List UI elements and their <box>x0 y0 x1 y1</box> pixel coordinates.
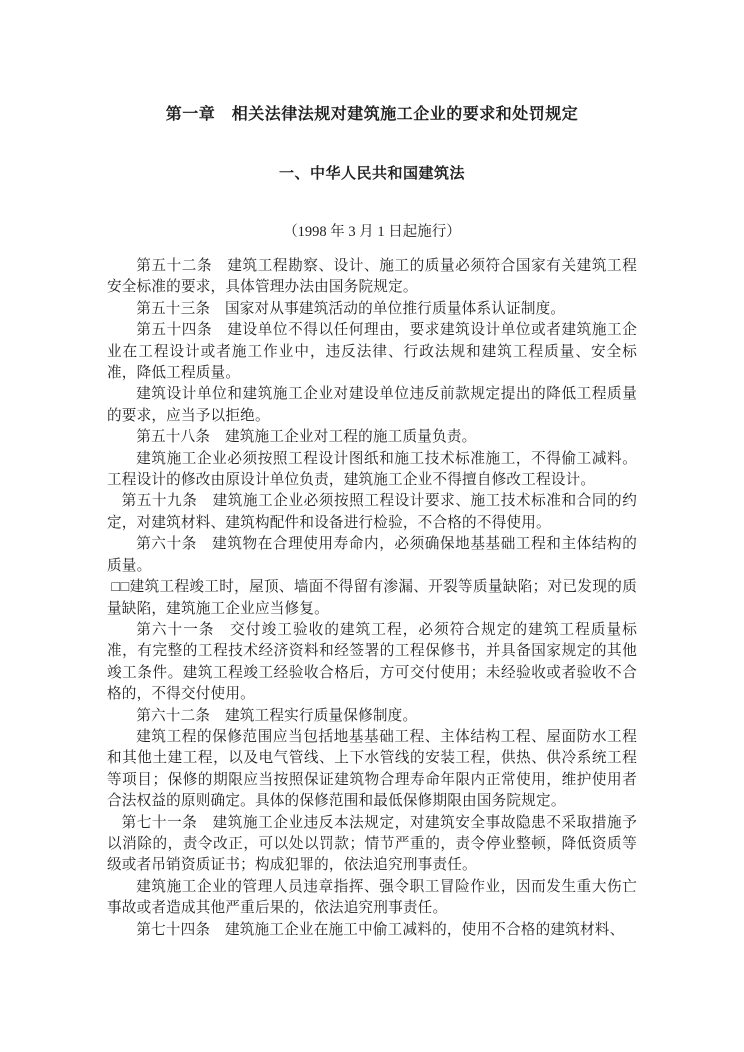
law-paragraph: 第五十四条 建设单位不得以任何理由，要求建筑设计单位或者建筑施工企业在工程设计或者施工作业中，违反法律、行政法规和建筑工程质量、安全标准，降低工程质量。 <box>107 322 637 382</box>
law-paragraph: 第五十二条 建筑工程勘察、设计、施工的质量必须符合国家有关建筑工程安全标准的要求，具体管理办法由国务院规定。 <box>107 258 637 296</box>
law-title: 一、中华人民共和国建筑法 <box>278 166 465 182</box>
law-paragraph: 第六十条 建筑物在合理使用寿命内，必须确保地基基础工程和主体结构的质量。 <box>107 536 637 574</box>
law-paragraph: 建筑施工企业的管理人员违章指挥、强令职工冒险作业，因而发生重大伤亡事故或者造成其他严重后果的，依法追究刑事责任。 <box>107 878 637 917</box>
law-paragraph: 建筑施工企业必须按照工程设计图纸和施工技术标准施工，不得偷工减料。工程设计的修改由原设计单位负责，建筑施工企业不得擅自修改工程设计。 <box>107 450 637 489</box>
law-paragraph: 第六十一条 交付竣工验收的建筑工程，必须符合规定的建筑工程质量标准，有完整的工程技术经济资料和经签署的工程保修书，并具备国家规定的其他竣工条件。建筑工程竣工经验收合格后，方可交付使用；未经验收或者验收不合格的，不得交付使用。 <box>107 621 637 703</box>
law-paragraph: □□建筑工程竣工时，屋顶、墙面不得留有渗漏、开裂等质量缺陷；对已发现的质量缺陷，建筑施工企业应当修复。 <box>107 579 637 617</box>
law-paragraph: 第七十一条 建筑施工企业违反本法规定，对建筑安全事故隐患不采取措施予以消除的，责令改正，可以处以罚款；情节严重的，责令停业整顿，降低资质等级或者吊销资质证书；构成犯罪的，依法追究刑事责任。 <box>107 814 637 874</box>
law-body <box>107 256 637 941</box>
effective-date: （1998 年 3 月 1 日起施行） <box>283 224 461 240</box>
law-paragraph: 建筑工程的保修范围应当包括地基基础工程、主体结构工程、屋面防水工程和其他土建工程，以及电气管线、上下水管线的安装工程，供热、供冷系统工程等项目；保修的期限应当按照保证建筑物合理寿命年限内正常使用，维护使用者合法权益的原则确定。具体的保修范围和最低保修期限由国务院规定。 <box>107 728 637 810</box>
law-paragraph: 第五十八条 建筑施工企业对工程的施工质量负责。 <box>136 429 477 446</box>
chapter-title: 第一章 相关法律法规对建筑施工企业的要求和处罚规定 <box>165 106 579 123</box>
law-paragraph: 第七十四条 建筑施工企业在施工中偷工减料的，使用不合格的建筑材料、 <box>136 921 625 938</box>
law-paragraph: 建筑设计单位和建筑施工企业对建设单位违反前款规定提出的降低工程质量的要求，应当予以拒绝。 <box>107 386 637 424</box>
law-paragraph: 第五十九条 建筑施工企业必须按照工程设计要求、施工技术标准和合同的约定，对建筑材料、建筑构配件和设备进行检验，不合格的不得使用。 <box>107 493 637 531</box>
law-paragraph: 第六十二条 建筑工程实行质量保修制度。 <box>136 707 418 724</box>
law-paragraph: 第五十三条 国家对从事建筑活动的单位推行质量体系认证制度。 <box>136 300 566 317</box>
